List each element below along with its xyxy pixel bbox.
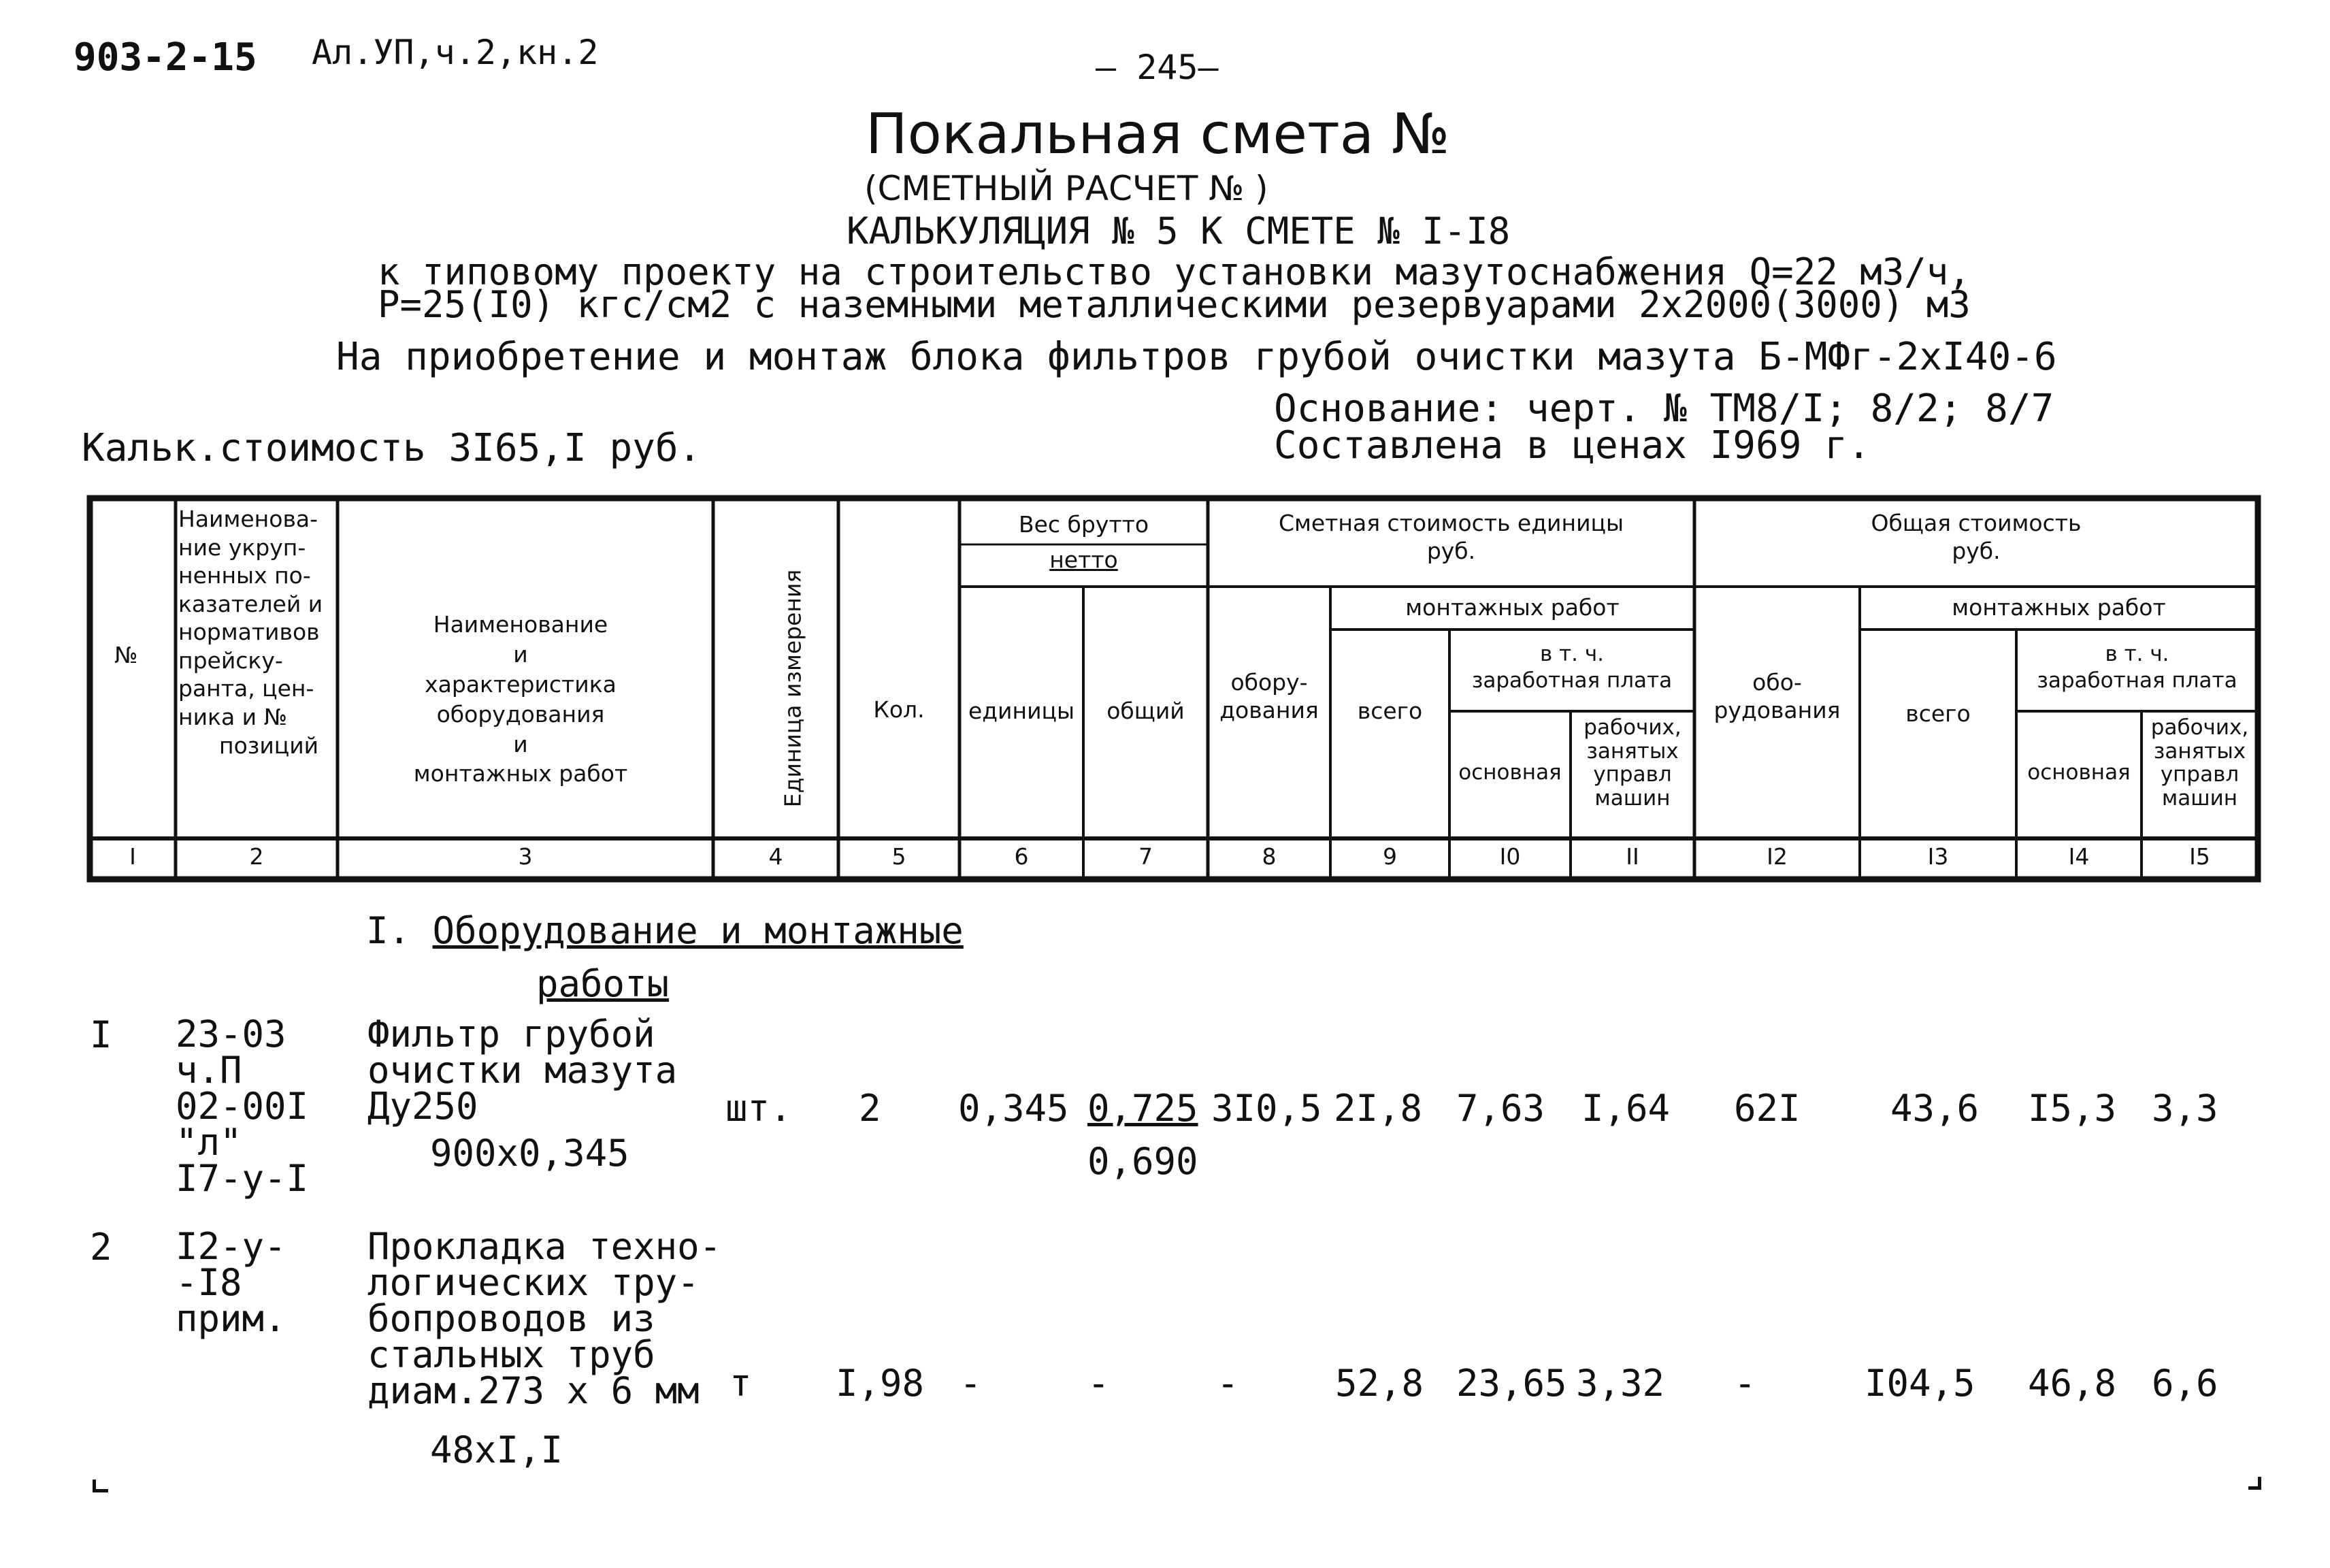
page-number: — 245— — [1096, 48, 1219, 87]
row-1-number: I — [90, 1013, 112, 1056]
row-1-qty: 2 — [859, 1087, 881, 1130]
bottom-right-corner-mark — [2248, 1477, 2261, 1490]
row-1-mount-unit-machine-wage: I,64 — [1581, 1087, 1671, 1130]
header-col-2: Наименова- ние укруп- ненных по- казателей и нормативов прейску- ранта, цен- ника и № позиций — [178, 506, 323, 759]
col-number-11: II — [1626, 843, 1639, 870]
col-number-14: I4 — [2068, 843, 2090, 870]
document-subtitle: (СМЕТНЫЙ РАСЧЕТ № ) — [864, 169, 1268, 208]
col-number-2: 2 — [249, 843, 264, 870]
col-number-15: I5 — [2189, 843, 2210, 870]
row-2-name: Прокладка техно- логических тру- бопроводов из стальных труб диам.273 х 6 мм — [367, 1225, 722, 1412]
row-2-mount-unit-total: 52,8 — [1335, 1362, 1424, 1405]
document-code: 903-2-15 — [73, 35, 257, 80]
row-1-mount-unit-total: 2I,8 — [1334, 1087, 1423, 1130]
row-2-machine-wage-total: 6,6 — [2152, 1362, 2218, 1405]
col-number-5: 5 — [891, 843, 906, 870]
header-col-8: обору- дования — [1219, 669, 1319, 724]
row-1-code: 23-03 ч.П 02-00I "л" I7-у-I — [176, 1013, 309, 1200]
header-col-11: рабочих, занятых управл машин — [1584, 715, 1681, 811]
header-col-4: Единица измерения — [779, 569, 806, 808]
row-2-code: I2-у- -I8 прим. — [176, 1225, 286, 1340]
row-2-equipment-unit-cost: - — [1217, 1362, 1239, 1405]
header-col-15: рабочих, занятых управл машин — [2150, 715, 2249, 811]
header-col-1: № — [114, 642, 138, 668]
row-2-weight-unit: - — [959, 1362, 982, 1405]
col-number-7: 7 — [1138, 843, 1153, 870]
row-2-mount-unit-machine-wage: 3,32 — [1576, 1362, 1665, 1405]
header-total-group: Общая стоимость руб. — [1871, 510, 2082, 565]
purpose-line: На приобретение и монтаж блока фильтров грубой очистки мазута Б-МФг-2хI40-6 — [336, 335, 2057, 379]
row-2-calc: 48хI,I — [430, 1428, 563, 1471]
row-1-base-wage-total: I5,3 — [2028, 1087, 2117, 1130]
col-number-6: 6 — [1014, 843, 1029, 870]
header-incl-2: в т. ч. заработная плата — [2037, 642, 2237, 693]
row-2-equipment-total: - — [1734, 1362, 1756, 1405]
header-col-14: основная — [2027, 760, 2131, 785]
row-1-calc: 900х0,345 — [430, 1132, 629, 1175]
header-col-9: всего — [1357, 698, 1423, 724]
header-col-7: общий — [1106, 698, 1185, 724]
row-2-unit: т — [729, 1362, 752, 1405]
row-1-equipment-unit-cost: 3I0,5 — [1211, 1087, 1322, 1130]
row-1-weight-unit: 0,345 — [958, 1087, 1069, 1130]
album-reference: Ал.УП,ч.2,кн.2 — [312, 33, 599, 72]
col-number-10: I0 — [1499, 843, 1521, 870]
header-mount-group-2: монтажных работ — [1952, 594, 2166, 621]
row-2-qty: I,98 — [836, 1362, 925, 1405]
document-title: Покальная смета № — [866, 102, 1450, 167]
cost-line: Кальк.стоимость 3I65,I руб. — [82, 426, 702, 470]
row-2-weight-total: - — [1087, 1362, 1110, 1405]
col-number-8: 8 — [1262, 843, 1277, 870]
col-number-13: I3 — [1927, 843, 1949, 870]
row-2-mount-total: I04,5 — [1865, 1362, 1975, 1405]
header-col-12: обо- рудования — [1713, 669, 1841, 724]
header-col-10: основная — [1458, 760, 1562, 785]
col-number-3: 3 — [518, 843, 533, 870]
header-weight-group: Вес брутто — [1018, 511, 1149, 538]
row-1-mount-total: 43,6 — [1890, 1087, 1980, 1130]
header-col-13: всего — [1905, 700, 1971, 727]
section-title — [366, 909, 964, 952]
row-1-equipment-total: 62I — [1734, 1087, 1801, 1130]
calculation-line: КАЛЬКУЛЯЦИЯ № 5 К СМЕТЕ № I-I8 — [847, 210, 1511, 252]
col-number-9: 9 — [1383, 843, 1397, 870]
section-number: I. — [366, 909, 411, 952]
basis-line: Основание: черт. № ТМ8/I; 8/2; 8/7 — [1274, 387, 2054, 431]
section-title-line-2: работы — [536, 962, 670, 1005]
project-line-1: к типовому проекту на строительство установки мазутоснабжения Q=22 м3/ч, — [378, 250, 1971, 293]
row-2-number: 2 — [90, 1226, 112, 1269]
header-incl-1: в т. ч. заработная плата — [1471, 642, 1673, 693]
header-mount-group-1: монтажных работ — [1405, 594, 1620, 621]
bottom-left-corner-mark — [93, 1480, 108, 1492]
header-col-6: единицы — [968, 698, 1075, 724]
header-weight-sub: нетто — [1049, 546, 1118, 573]
col-number-4: 4 — [768, 843, 783, 870]
row-1-mount-unit-base-wage: 7,63 — [1456, 1087, 1545, 1130]
row-1-unit: шт. — [725, 1087, 792, 1130]
row-1-weight-net: 0,690 — [1087, 1140, 1198, 1183]
header-unit-cost-group: Сметная стоимость единицы руб. — [1278, 510, 1624, 565]
row-1-name: Фильтр грубой очистки мазута Ду250 — [367, 1013, 678, 1128]
header-col-3: Наименование и характеристика оборудования и монтажных работ — [413, 611, 628, 787]
prices-line: Составлена в ценах I969 г. — [1274, 423, 1871, 468]
row-1-machine-wage-total: 3,3 — [2152, 1087, 2218, 1130]
project-line-2: P=25(I0) кгс/см2 с наземными металлическими резервуарами 2х2000(3000) м3 — [378, 283, 1971, 326]
row-1-weight-total: 0,725 — [1087, 1087, 1198, 1130]
col-number-1: I — [129, 843, 136, 870]
col-number-12: I2 — [1767, 843, 1788, 870]
row-2-base-wage-total: 46,8 — [2028, 1362, 2117, 1405]
row-2-mount-unit-base-wage: 23,65 — [1456, 1362, 1567, 1405]
section-title-line-1: Оборудование и монтажные — [432, 909, 964, 952]
header-col-5: Кол. — [873, 696, 925, 723]
